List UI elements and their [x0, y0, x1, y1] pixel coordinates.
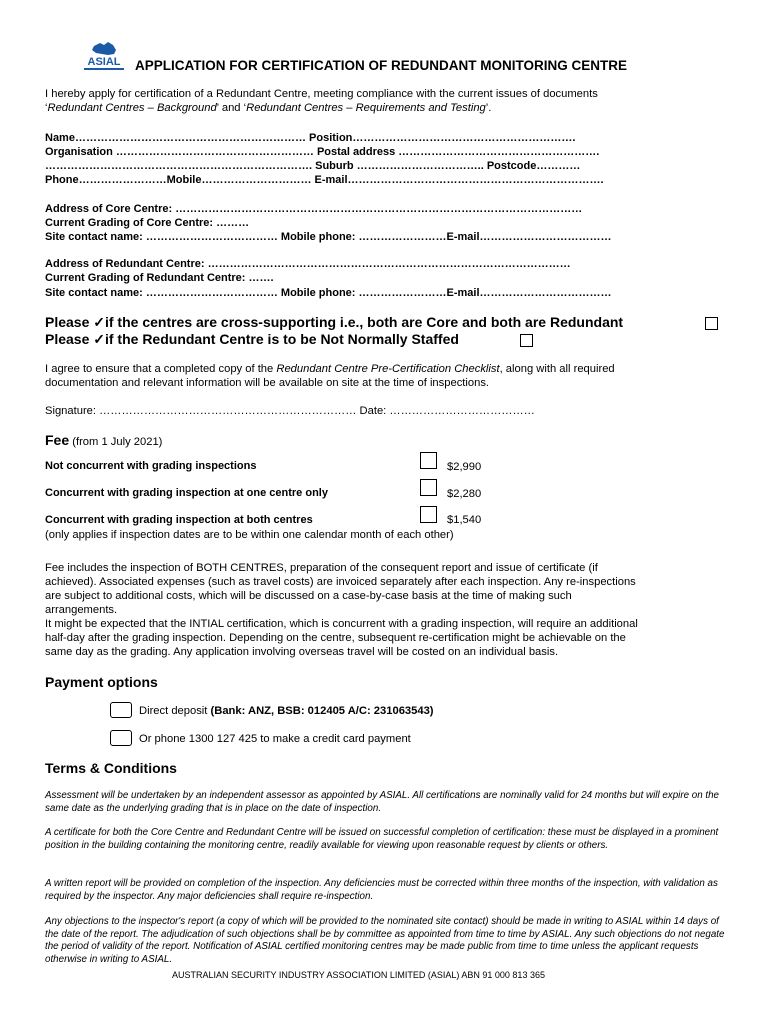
redundant-site-contact-field[interactable]: Site contact name: ……………………………… Mobile phone: ……………………E-mail………………………………: [45, 287, 612, 299]
fee-option-checkbox[interactable]: [420, 479, 437, 496]
fee-row-price: $1,540: [447, 514, 482, 526]
fee-text-line: same day as the grading. Any application involving overseas travel will be costed on an individual basis.: [45, 646, 559, 658]
phone-payment-label: Or phone 1300 127 425 to make a credit card payment: [139, 733, 411, 745]
core-grading-field[interactable]: Current Grading of Core Centre: ………: [45, 217, 250, 229]
fee-row-label: Concurrent with grading inspection at one centre only: [45, 487, 328, 499]
direct-deposit-checkbox[interactable]: [110, 702, 132, 718]
fee-text-line: arrangements.: [45, 604, 118, 616]
terms-paragraph: A written report will be provided on completion of the inspection. Any deficiencies must be corrected within three months of the inspection, with validation as required by the inspector. Any major deficiencies shall require re-inspection.: [45, 878, 718, 902]
phone-payment-checkbox[interactable]: [110, 730, 132, 746]
terms-paragraph: Assessment will be undertaken by an independent assessor as appointed by ASIAL. All certifications are nominally valid for 24 months but will expire on the same date as the underlying grading that is in place on the date of inspection.: [45, 790, 719, 814]
phone-mobile-email-field[interactable]: Phone……………………Mobile………………………… E-mail…………………………………………………………….: [45, 174, 604, 186]
suburb-postcode-field[interactable]: ………………………………………………………………. Suburb …………………………….. Postcode…………: [45, 160, 581, 172]
agree-line-1: I agree to ensure that a completed copy of the Redundant Centre Pre-Certification Checklist, along with all required: [45, 363, 615, 375]
terms-paragraph: A certificate for both the Core Centre and Redundant Centre will be issued on successful completion of certification: these must be displayed in a prominent position in the building containing the monitoring centre, readily available for viewing upon reasonable request by clients or others.: [45, 827, 719, 851]
fee-row-label: Not concurrent with grading inspections: [45, 460, 257, 472]
page-title: APPLICATION FOR CERTIFICATION OF REDUNDANT MONITORING CENTRE: [135, 58, 627, 73]
footer: AUSTRALIAN SECURITY INDUSTRY ASSOCIATION LIMITED (ASIAL) ABN 91 000 813 365: [172, 970, 545, 980]
cross-supporting-label: Please ✓if the centres are cross-supporting i.e., both are Core and both are Redundant: [45, 314, 624, 330]
fee-row-price: $2,990: [447, 461, 482, 473]
terms-paragraph: Any objections to the inspector's report (a copy of which will be provided to the nominated site contact) should be made in writing to ASIAL within 14 days of the date of the report. The adjudication of such objections shall be by committee as appointed from time to time by ASIAL. Any such objections do not negate the period of validity of the report. Notification of ASIAL certified monitoring centres may be made public from time to time unless the applicant requests otherwise in writing to ASIAL.: [45, 916, 725, 965]
fee-option-checkbox[interactable]: [420, 506, 437, 523]
redundant-grading-field[interactable]: Current Grading of Redundant Centre: …….: [45, 272, 274, 284]
intro-line-1: I hereby apply for certification of a Redundant Centre, meeting compliance with the current issues of documents: [45, 88, 598, 100]
fee-row-label: Concurrent with grading inspection at both centres: [45, 514, 313, 526]
fee-text-line: Fee includes the inspection of BOTH CENTRES, preparation of the consequent report and issue of certificate (if: [45, 562, 598, 574]
signature-date-field[interactable]: Signature: …………………………………………………………… Date: …………………………………: [45, 405, 535, 417]
core-site-contact-field[interactable]: Site contact name: ……………………………… Mobile phone: ……………………E-mail………………………………: [45, 231, 612, 243]
name-position-field[interactable]: Name……………………………………………………… Position…………………………………………………….: [45, 132, 576, 144]
fee-row-price: $2,280: [447, 488, 482, 500]
fee-option-checkbox[interactable]: [420, 452, 437, 469]
redundant-address-field[interactable]: Address of Redundant Centre: ………………………………………………………………………………………: [45, 258, 571, 270]
logo-text: ASIAL: [87, 56, 121, 68]
fee-note: (only applies if inspection dates are to be within one calendar month of each other): [45, 529, 454, 541]
fee-text-line: achieved). Associated expenses (such as travel costs) are invoiced separately after each inspection. Any re-inspections: [45, 576, 636, 588]
intro-line-2: ‘Redundant Centres – Background’ and ‘Redundant Centres – Requirements and Testing’.: [45, 102, 492, 114]
asial-logo: [80, 40, 128, 74]
terms-heading: Terms & Conditions: [45, 760, 177, 776]
not-normally-staffed-checkbox[interactable]: [520, 334, 533, 347]
not-normally-staffed-label: Please ✓if the Redundant Centre is to be Not Normally Staffed: [45, 331, 459, 347]
australia-map-icon: [80, 40, 128, 74]
organisation-address-field[interactable]: Organisation ……………………………………………… Postal address ……………………………………………….: [45, 146, 600, 158]
agree-line-2: documentation and relevant information will be available on site at the time of inspections.: [45, 377, 490, 389]
fee-text-line: half-day after the grading inspection. Depending on the centre, subsequent re-certification might be achievable on the: [45, 632, 626, 644]
direct-deposit-label: Direct deposit (Bank: ANZ, BSB: 012405 A/C: 231063543): [139, 705, 434, 717]
payment-heading: Payment options: [45, 674, 158, 690]
cross-supporting-checkbox[interactable]: [705, 317, 718, 330]
fee-text-line: are subject to additional costs, which will be discussed on a case-by-case basis at the time of making such: [45, 590, 572, 602]
fee-heading: Fee (from 1 July 2021): [45, 432, 163, 448]
fee-text-line: It might be expected that the INTIAL certification, which is concurrent with a grading inspection, will require an additional: [45, 618, 638, 630]
core-address-field[interactable]: Address of Core Centre: …………………………………………………………………………………………………: [45, 203, 583, 215]
